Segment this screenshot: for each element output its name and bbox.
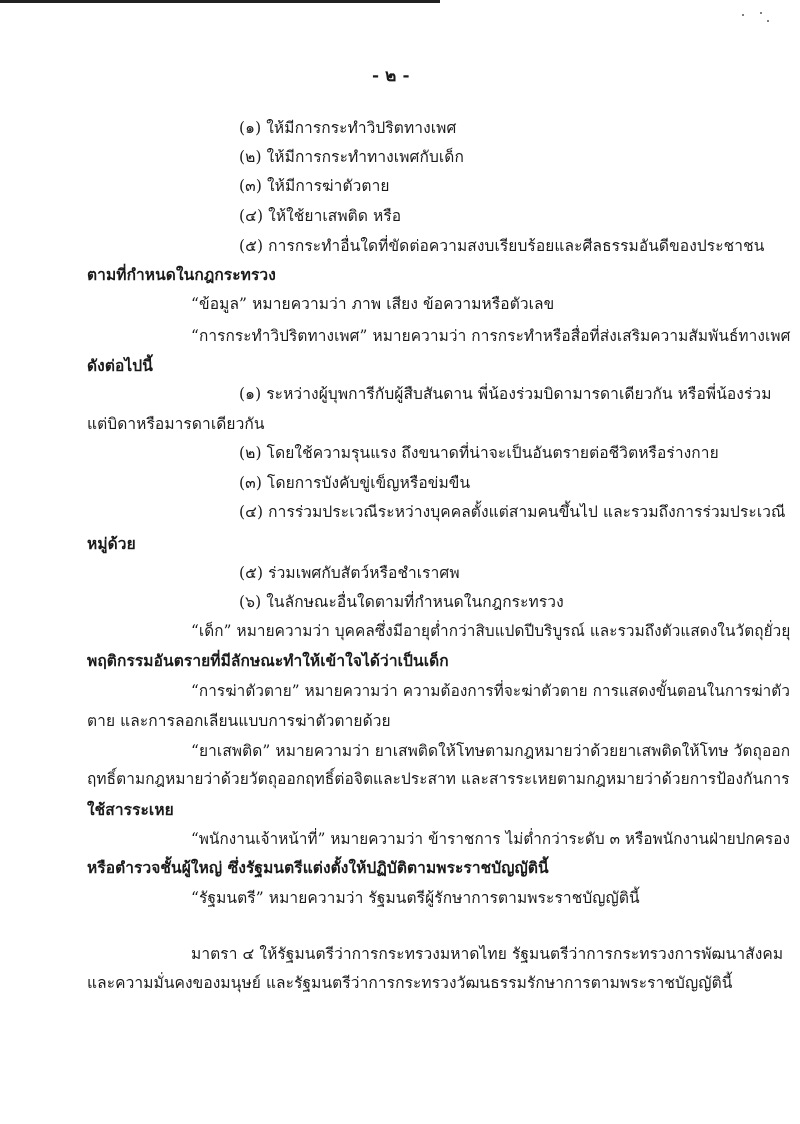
text-line: ฤทธิ์ตามกฎหมายว่าด้วยวัตถุออกฤทธิ์ต่อจิตและประสาท และสารระเหยตามกฎหมายว่าด้วยการป้องกันการ	[87, 770, 790, 788]
text-line: ตามที่กำหนดในกฎกระทรวง	[87, 265, 276, 284]
text-line: ดังต่อไปนี้	[87, 356, 153, 375]
definition-line: “เด็ก” หมายความว่า บุคคลซึ่งมีอายุต่ำกว่าสิบแปดปีบริบูรณ์ และรวมถึงตัวแสดงในวัตถุยั่วยุ	[191, 622, 791, 640]
text-line: แต่บิดาหรือมารดาเดียวกัน	[87, 415, 265, 433]
text-line: หรือตำรวจชั้นผู้ใหญ่ ซึ่งรัฐมนตรีแต่งตั้งให้ปฏิบัติตามพระราชบัญญัตินี้	[87, 858, 549, 877]
text-line: (๔) การร่วมประเวณีระหว่างบุคคลตั้งแต่สามคนขึ้นไป และรวมถึงการร่วมประเวณี	[239, 503, 786, 521]
text-line: ใช้สารระเหย	[87, 800, 174, 819]
definition-line: “พนักงานเจ้าหน้าที่” หมายความว่า ข้าราชการ ไม่ต่ำกว่าระดับ ๓ หรือพนักงานฝ่ายปกครอง	[191, 830, 791, 848]
text-line: (๒) ให้มีการกระทำทางเพศกับเด็ก	[239, 148, 464, 166]
text-line: (๒) โดยใช้ความรุนแรง ถึงขนาดที่น่าจะเป็นอันตรายต่อชีวิตหรือร่างกาย	[239, 444, 719, 462]
text-line: (๑) ระหว่างผู้บุพการีกับผู้สืบสันดาน พี่น้องร่วมบิดามารดาเดียวกัน หรือพี่น้องร่วม	[239, 385, 772, 403]
text-line: (๕) การกระทำอื่นใดที่ขัดต่อความสงบเรียบร้อยและศีลธรรมอันดีของประชาชน	[239, 237, 765, 255]
definition-line: “ยาเสพติด” หมายความว่า ยาเสพติดให้โทษตามกฎหมายว่าด้วยยาเสพติดให้โทษ วัตถุออก	[191, 742, 791, 760]
page-number: - ๒ -	[372, 66, 410, 86]
text-line: (๓) โดยการบังคับขู่เข็ญหรือข่มขืน	[239, 474, 471, 492]
definition-line: “การกระทำวิปริตทางเพศ” หมายความว่า การกระทำหรือสื่อที่ส่งเสริมความสัมพันธ์ทางเพศ	[191, 327, 791, 345]
text-line: (๔) ให้ใช้ยาเสพติด หรือ	[239, 207, 402, 225]
section-line: มาตรา ๔ ให้รัฐมนตรีว่าการกระทรวงมหาดไทย รัฐมนตรีว่าการกระทรวงการพัฒนาสังคม	[191, 945, 784, 963]
text-line: (๓) ให้มีการฆ่าตัวตาย	[239, 177, 390, 195]
scan-speck	[760, 12, 762, 14]
scan-speck	[742, 14, 744, 16]
text-line: ตาย และการลอกเลียนแบบการฆ่าตัวตายด้วย	[87, 712, 391, 730]
scan-edge-line	[0, 0, 440, 3]
definition-line: “ข้อมูล” หมายความว่า ภาพ เสียง ข้อความหรือตัวเลข	[191, 295, 555, 313]
text-line: (๕) ร่วมเพศกับสัตว์หรือชำเราศพ	[239, 564, 460, 582]
text-line: (๑) ให้มีการกระทำวิปริตทางเพศ	[239, 119, 457, 137]
text-line: หมู่ด้วย	[87, 534, 136, 553]
text-line: (๖) ในลักษณะอื่นใดตามที่กำหนดในกฎกระทรวง	[239, 593, 564, 611]
scan-speck	[767, 20, 769, 22]
definition-line: “การฆ่าตัวตาย” หมายความว่า ความต้องการที่จะฆ่าตัวตาย การแสดงขั้นตอนในการฆ่าตัว	[191, 682, 791, 700]
text-line: และความมั่นคงของมนุษย์ และรัฐมนตรีว่าการกระทรวงวัฒนธรรมรักษาการตามพระราชบัญญัตินี้	[87, 974, 733, 992]
definition-line: “รัฐมนตรี” หมายความว่า รัฐมนตรีผู้รักษาการตามพระราชบัญญัตินี้	[191, 889, 640, 907]
text-line: พฤติกรรมอันตรายที่มีลักษณะทำให้เข้าใจได้ว่าเป็นเด็ก	[87, 651, 449, 670]
